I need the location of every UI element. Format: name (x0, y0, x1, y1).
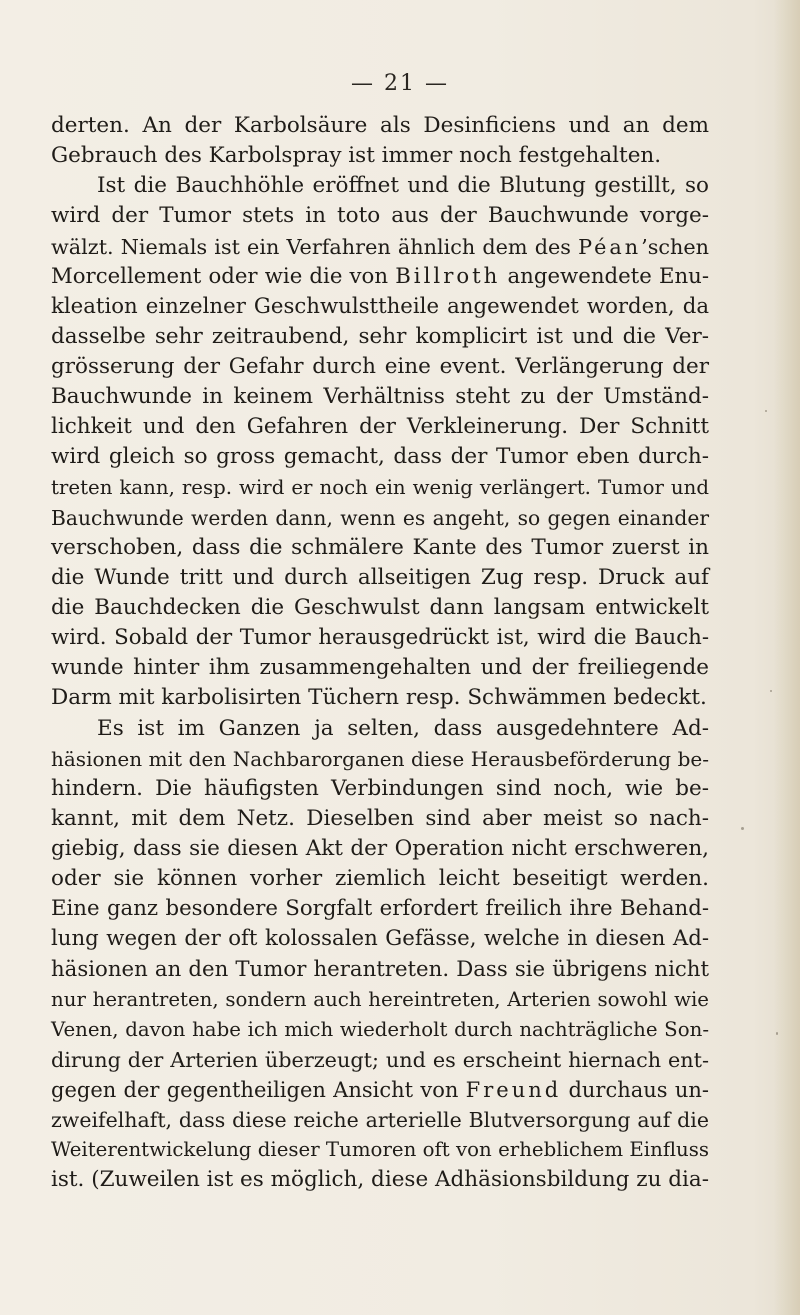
text-line: lichkeit und den Gefahren der Verkleinerung. Der Schnitt (51, 414, 709, 440)
text-line: kannt, mit dem Netz. Dieselben sind aber meist so nach- (51, 805, 709, 831)
text-line: dirung der Arterien überzeugt; und es erscheint hiernach ent- (51, 1047, 709, 1072)
text-line: wird gleich so gross gemacht, dass der Tumor eben durch- (51, 444, 709, 470)
text-line: verschoben, dass die schmälere Kante des Tumor zuerst in (51, 534, 709, 560)
text-line: Weiterentwickelung dieser Tumoren oft von erheblichem Einfluss (51, 1138, 709, 1162)
text-line: zweifelhaft, dass diese reiche arterielle Blutversorgung auf die (51, 1108, 709, 1133)
text-line: grösserung der Gefahr durch eine event. Verlängerung der (51, 354, 709, 379)
text-line: Gebrauch des Karbolspray ist immer noch festgehalten. (51, 143, 662, 169)
text-line: treten kann, resp. wird er noch ein wenig verlängert. Tumor und (51, 475, 709, 499)
text-line: wälzt. Niemals ist ein Verfahren ähnlich dem des Péan’schen (51, 234, 709, 259)
text-line: ist. (Zuweilen ist es möglich, diese Adhäsionsbildung zu dia- (51, 1167, 709, 1193)
text-line: häsionen mit den Nachbarorganen diese Herausbeförderung be- (51, 746, 709, 771)
text-line: gegen der gegentheiligen Ansicht von Freund durchaus un- (51, 1078, 709, 1102)
text-line: Ist die Bauchhöhle eröffnet und die Blutung gestillt, so (97, 173, 709, 199)
text-line: Eine ganz besondere Sorgfalt erfordert freilich ihre Behand- (51, 896, 709, 922)
text-line: häsionen an den Tumor herantreten. Dass sie übrigens nicht (51, 956, 709, 982)
text-line: lung wegen der oft kolossalen Gefässe, welche in diesen Ad- (51, 926, 709, 952)
text-line: giebig, dass sie diesen Akt der Operation nicht erschweren, (51, 836, 709, 861)
text-line: Venen, davon habe ich mich wiederholt durch nachträgliche Son- (51, 1017, 709, 1041)
text-line: oder sie können vorher ziemlich leicht beseitigt werden. (51, 866, 709, 892)
spaced-name: Freund (465, 1078, 562, 1102)
text-line: Darm mit karbolisirten Tüchern resp. Schwämmen bedeckt. (51, 685, 707, 711)
text-line: kleation einzelner Geschwulsttheile angewendet worden, da (51, 293, 709, 319)
text-line: nur herantreten, sondern auch hereintreten, Arterien sowohl wie (51, 987, 709, 1011)
text-line: wird der Tumor stets in toto aus der Bauchwunde vorge- (51, 203, 709, 229)
text-line: derten. An der Karbolsäure als Desinficiens und an dem (51, 113, 709, 138)
body-text (51, 111, 709, 1196)
text-line: hindern. Die häufigsten Verbindungen sind noch, wie be- (51, 775, 709, 801)
text-line: wird. Sobald der Tumor herausgedrückt ist, wird die Bauch- (51, 625, 709, 651)
page-edge-shadow (774, 0, 800, 1315)
text-line: dasselbe sehr zeitraubend, sehr komplicirt ist und die Ver- (51, 323, 709, 349)
page-number: — 21 — (351, 71, 449, 96)
text-line: Morcellement oder wie die von Billroth angewendete Enu- (51, 263, 710, 289)
text-line: wunde hinter ihm zusammengehalten und der freiliegende (51, 655, 709, 681)
text-line: Es ist im Ganzen ja selten, dass ausgedehntere Ad- (97, 715, 709, 741)
spaced-name: Billroth (395, 263, 501, 289)
spaced-name: Péan (578, 234, 642, 259)
text-line: die Wunde tritt und durch allseitigen Zug resp. Druck auf (51, 564, 709, 590)
text-line: die Bauchdecken die Geschwulst dann langsam entwickelt (51, 595, 709, 620)
text-line: Bauchwunde in keinem Verhältniss steht zu der Umständ- (51, 384, 709, 410)
text-line: Bauchwunde werden dann, wenn es angeht, so gegen einander (51, 505, 709, 530)
